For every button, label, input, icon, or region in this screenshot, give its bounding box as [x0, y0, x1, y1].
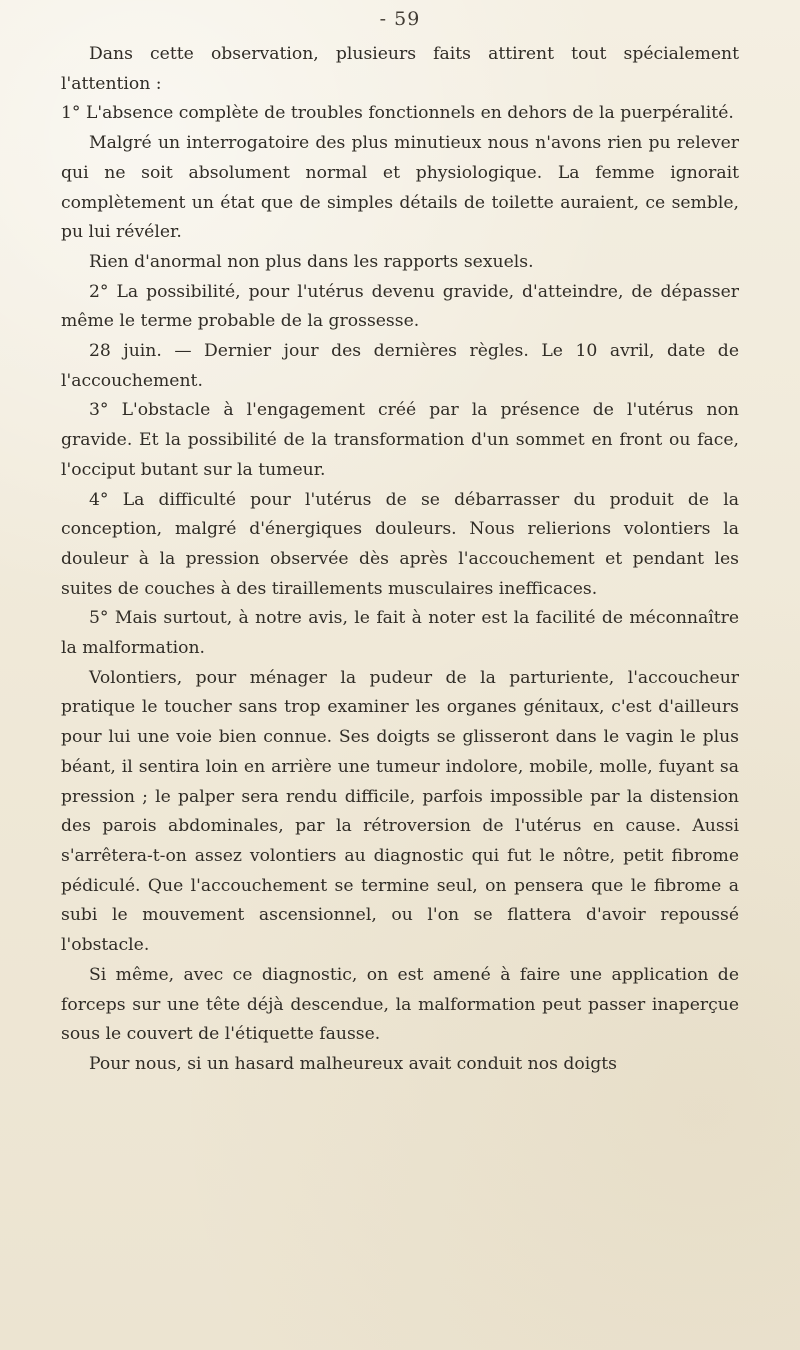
- paragraph: Volontiers, pour ménager la pudeur de la parturiente, l'accoucheur pratique le toucher sans trop examiner les organes génitaux, c'est d'ailleurs pour lui une voie bien connue. Ses doigts se glisseront dans le vagin le plus béant, il sentira loin en arrière une tumeur indolore, mobile, molle, fuyant sa pression ; le palper sera rendu difficile, parfois impossible par la distension des parois abdominales, par la rétroversion de l'utérus en cause. Aussi s'arrêtera-t-on assez volontiers au diagnostic qui fut le nôtre, petit fibrome pédiculé. Que l'accouchement se termine seul, on pensera que le fibrome a subi le mouvement ascensionnel, ou l'on se flattera d'avoir repoussé l'obstacle.: [61, 667, 739, 956]
- paragraph: Malgré un interrogatoire des plus minutieux nous n'avons rien pu relever qui ne soit absolument normal et physiologique. La femme ignorait complètement un état que de simples détails de toilette auraient, ce semble, pu lui révéler.: [61, 133, 739, 243]
- paragraph: Dans cette observation, plusieurs faits attirent tout spécialement l'attention :: [61, 44, 739, 94]
- paragraph: 3° L'obstacle à l'engagement créé par la présence de l'utérus non gravide. Et la possibilité de la transformation d'un sommet en front ou face, l'occiput butant sur la tumeur.: [61, 400, 739, 480]
- paragraph: Rien d'anormal non plus dans les rapports sexuels.: [89, 251, 534, 272]
- paragraph: 4° La difficulté pour l'utérus de se débarrasser du produit de la conception, malgré d'énergiques douleurs. Nous relierions volontiers la douleur à la pression observée dès après l'accouchement et pendant les suites de couches à des tiraillements musculaires inefficaces.: [61, 489, 739, 599]
- paragraph: 1° L'absence complète de troubles fonctionnels en dehors de la puerpéralité.: [61, 103, 734, 124]
- paragraph: Si même, avec ce diagnostic, on est amené à faire une application de forceps sur une tête déjà descendue, la malformation peut passer inaperçue sous le couvert de l'étiquette fausse.: [61, 964, 739, 1045]
- paragraph: 28 juin. — Dernier jour des dernières règles. Le 10 avril, date de l'accouchement.: [61, 341, 739, 391]
- body-text: [61, 40, 739, 1080]
- page-number: - 59: [379, 8, 421, 30]
- paragraph: 5° Mais surtout, à notre avis, le fait à noter est la facilité de méconnaître la malformation.: [61, 608, 739, 659]
- paragraph: Pour nous, si un hasard malheureux avait conduit nos doigts: [89, 1053, 617, 1074]
- paragraph: 2° La possibilité, pour l'utérus devenu gravide, d'atteindre, de dépasser même le terme probable de la grossesse.: [61, 281, 739, 332]
